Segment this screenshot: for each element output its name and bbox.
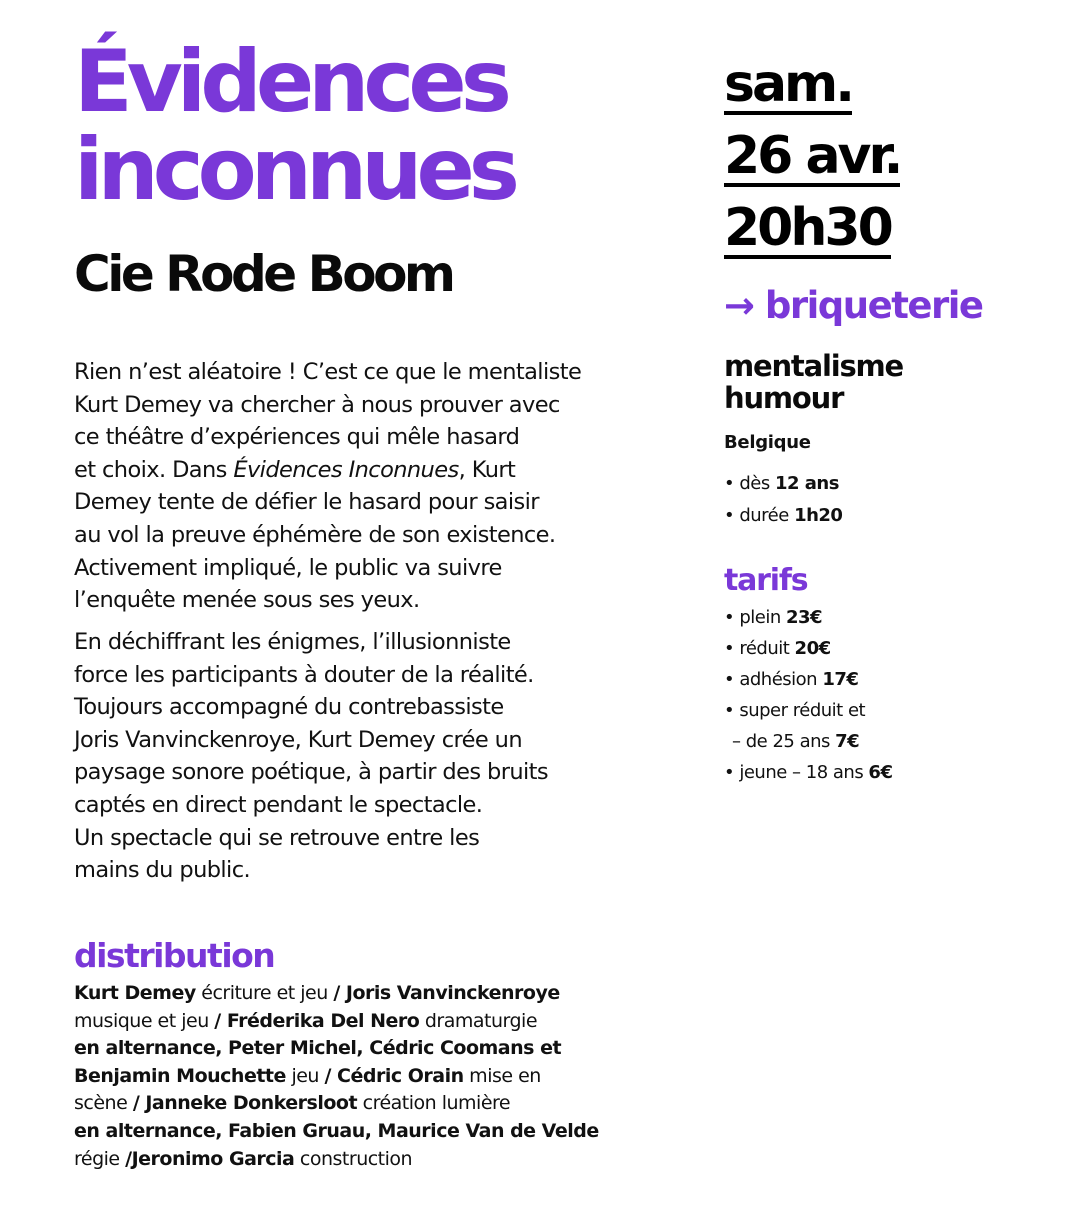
tarif-label: • réduit: [724, 638, 795, 659]
description-line: paysage sonore poétique, à partir des bruits: [74, 759, 549, 786]
tarif-price: 6€: [868, 762, 893, 783]
distribution-credits: [74, 980, 694, 1173]
tarif-label: – de 25 ans: [732, 731, 836, 752]
description-line: Demey tente de défier le hasard pour saisir: [74, 489, 539, 516]
event-date-row: [724, 120, 900, 192]
country: Belgique: [724, 432, 811, 453]
credit-name: en alternance, Peter Michel, Cédric Coomans et: [74, 1037, 562, 1060]
description-line: mains du public.: [74, 857, 251, 884]
credit-name: Benjamin Mouchette: [74, 1064, 286, 1087]
description-line: Toujours accompagné du contrebassiste: [74, 694, 504, 721]
description-line: Rien n’est aléatoire ! C’est ce que le mentaliste: [74, 359, 582, 385]
show-title: [74, 32, 514, 220]
credit-role: musique et jeu: [74, 1009, 215, 1032]
description-text: et choix. Dans: [74, 456, 234, 483]
show-title-line-2: inconnues: [74, 120, 514, 220]
credit-name: Kurt Demey: [74, 982, 196, 1004]
age-info: [724, 468, 842, 500]
description-line: force les participants à douter de la réalité.: [74, 661, 534, 688]
tarif-item: [724, 726, 892, 757]
distribution-line: [74, 1118, 694, 1146]
genres: [724, 350, 903, 414]
description-line: Un spectacle qui se retrouve entre les: [74, 824, 480, 851]
genre: humour: [724, 381, 844, 415]
credit-role: création lumière: [357, 1092, 511, 1115]
description-text: , Kurt: [458, 456, 516, 483]
credit-name: /Jeronimo Garcia: [125, 1147, 295, 1170]
description-paragraph-1: [74, 356, 714, 617]
tarif-label: • plein: [724, 607, 786, 628]
credit-name: / Cédric Orain: [324, 1064, 464, 1087]
description-line: Activement impliqué, le public va suivre: [74, 554, 502, 581]
description-line: Joris Vanvinckenroye, Kurt Demey crée un: [74, 726, 522, 753]
tarif-price: 23€: [785, 607, 823, 628]
distribution-line: [74, 1063, 694, 1091]
credit-role: écriture et jeu: [195, 982, 334, 1004]
tarif-price: 20€: [794, 638, 831, 659]
show-title-line-1: Évidences: [74, 32, 506, 132]
distribution-line: [74, 1035, 694, 1063]
tarif-price: 7€: [835, 731, 860, 752]
tarifs-heading: tarifs: [724, 563, 808, 598]
event-date-value: 26 avr.: [724, 126, 901, 186]
event-day-row: [724, 48, 900, 120]
distribution-line: [74, 980, 694, 1008]
duration-value: 1h20: [794, 505, 843, 526]
tarif-item: [724, 695, 892, 726]
tarif-label: • jeune – 18 ans: [724, 762, 869, 783]
duration-label: • durée: [724, 505, 795, 526]
tarif-label: • adhésion: [724, 669, 823, 690]
credit-name: / Janneke Donkersloot: [132, 1092, 358, 1115]
event-day: sam.: [724, 54, 852, 114]
venue-link[interactable]: → briqueterie: [724, 284, 983, 327]
description-line: au vol la preuve éphémère de son existence.: [74, 521, 556, 548]
description-line: l’enquête menée sous ses yeux.: [74, 587, 420, 614]
tarif-item: [724, 664, 892, 695]
distribution-line: [74, 1008, 694, 1036]
tarifs-list: [724, 602, 892, 788]
tarif-item: [724, 602, 892, 633]
description-line: Kurt Demey va chercher à nous prouver avec: [74, 391, 560, 418]
age-value: 12 ans: [774, 473, 839, 494]
credit-role: dramaturgie: [419, 1009, 538, 1032]
description-line: ce théâtre d’expériences qui mêle hasard: [74, 424, 520, 451]
duration-info: [724, 500, 842, 532]
event-date: [724, 48, 900, 264]
event-info: [724, 468, 842, 532]
show-title-italic: Évidences Inconnues: [233, 456, 459, 483]
description-paragraph-2: [74, 626, 714, 887]
distribution-line: [74, 1146, 694, 1174]
credit-role: scène: [74, 1092, 133, 1115]
description-line: En déchiffrant les énigmes, l’illusionniste: [74, 629, 511, 655]
distribution-line: [74, 1090, 694, 1118]
description-line: captés en direct pendant le spectacle.: [74, 791, 483, 818]
genre: mentalisme: [724, 349, 903, 383]
credit-name: / Fréderika Del Nero: [214, 1009, 420, 1032]
description-line: [74, 454, 714, 487]
credit-role: jeu: [285, 1064, 325, 1087]
tarif-price: 17€: [822, 669, 859, 690]
credit-name: / Joris Vanvinckenroye: [333, 982, 560, 1004]
tarif-item: [724, 757, 892, 788]
event-time-row: [724, 192, 900, 264]
age-label: • dès: [724, 473, 775, 494]
company-name: Cie Rode Boom: [74, 245, 453, 303]
distribution-heading: distribution: [74, 936, 275, 975]
tarif-item: [724, 633, 892, 664]
credit-name: en alternance, Fabien Gruau, Maurice Van de Velde: [74, 1119, 599, 1142]
event-time: 20h30: [724, 198, 891, 258]
credit-role: construction: [294, 1147, 413, 1170]
tarif-label: • super réduit et: [724, 700, 866, 721]
credit-role: régie: [74, 1147, 126, 1170]
credit-role: mise en: [463, 1064, 541, 1087]
